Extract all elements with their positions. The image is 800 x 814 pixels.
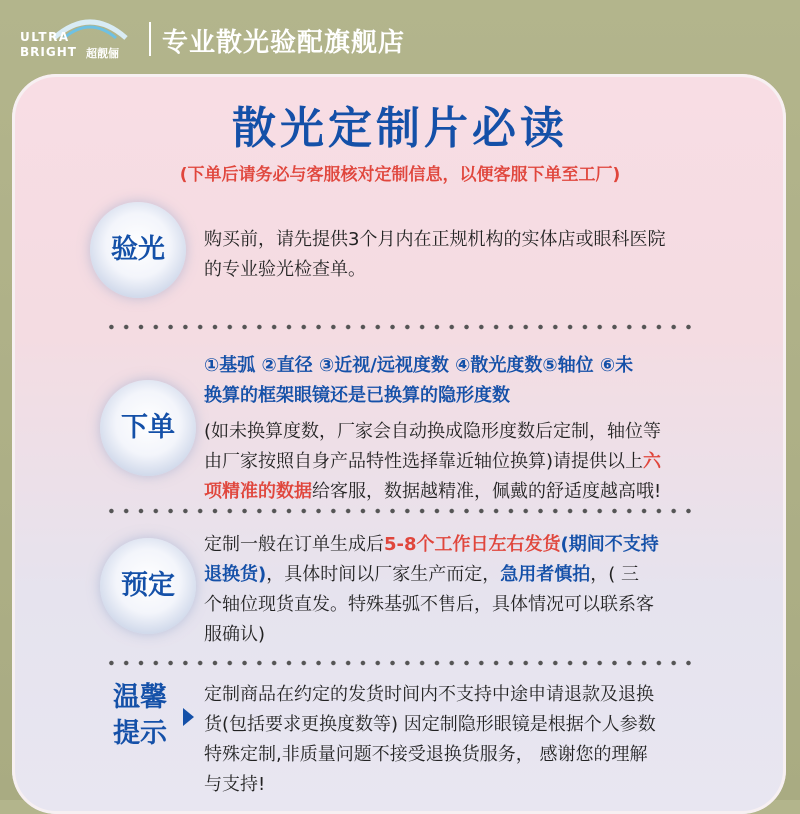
section-label-preorder: 预定 (121, 570, 175, 601)
text-line (204, 447, 744, 477)
text-span: 给客服，数据越精准，佩戴的舒适度越高哦! (312, 481, 662, 502)
dotted-divider (104, 660, 696, 666)
text-line: 货(包括要求更换度数等) 因定制隐形眼镜是根据个人参数 (204, 714, 656, 735)
highlight-text: 项精准的数据 (204, 481, 312, 502)
text-span: ，( 三 (590, 564, 639, 585)
text-line (204, 560, 744, 590)
logo-text-cn: 超靓俪 (86, 47, 119, 60)
highlight-text: (期间不支持 (560, 534, 659, 555)
text-line: ①基弧 ②直径 ③近视/远视度数 ④散光度数⑤轴位 ⑥未 (204, 355, 634, 376)
text-span: 定制一般在订单生成后 (204, 534, 384, 555)
label-line: 提示 (113, 718, 167, 749)
text-line (204, 530, 744, 560)
section-badge-order (100, 380, 196, 476)
triangle-pointer-icon (183, 708, 194, 726)
section-label-order: 下单 (121, 412, 175, 443)
text-line: 定制商品在约定的发货时间内不支持中途申请退款及退换 (204, 684, 654, 705)
section-label-warm-tips (108, 680, 172, 752)
section-text-order (204, 351, 744, 507)
section-text-preorder (204, 530, 744, 650)
highlight-text: 急用者慎拍 (500, 564, 591, 585)
text-span: 由厂家按照自身产品特性选择靠近轴位换算)请提供以上 (204, 451, 644, 472)
brand-logo (20, 14, 148, 62)
text-line (204, 477, 744, 507)
label-line: 温馨 (113, 682, 167, 713)
text-line: 个轴位现货直发。特殊基弧不售后，具体情况可以联系客 (204, 594, 654, 615)
section-badge-preorder (100, 538, 196, 634)
text-line: 特殊定制,非质量问题不接受退换货服务， 感谢您的理解 (204, 744, 648, 765)
dotted-divider (104, 324, 696, 330)
text-line: 换算的框架眼镜还是已换算的隐形度数 (204, 385, 510, 406)
highlight-text: 六 (643, 451, 662, 472)
text-line: 的专业验光检查单。 (204, 259, 366, 280)
text-line: 与支持! (204, 774, 266, 795)
store-name: 专业散光验配旗舰店 (162, 28, 406, 58)
text-line: 服确认) (204, 624, 266, 645)
page-subtitle: (下单后请务必与客服核对定制信息，以便客服下单至工厂) (179, 165, 621, 185)
section-text-optometry (204, 225, 724, 285)
header-divider (149, 22, 151, 56)
text-line: (如未换算度数，厂家会自动换成隐形度数后定制，轴位等 (204, 421, 662, 442)
section-label-optometry: 验光 (111, 234, 165, 265)
highlight-text: 5-8个工作日左右发货 (384, 534, 561, 555)
section-badge-optometry (90, 202, 186, 298)
logo-text-ultra: ULTRA (20, 30, 70, 44)
section-text-warm-tips (204, 680, 744, 800)
header-bar (0, 0, 800, 70)
dotted-divider (104, 508, 696, 514)
text-span: ，具体时间以厂家生产而定， (266, 564, 501, 585)
logo-text-bright: BRIGHT (20, 45, 77, 59)
highlight-text: 退换货) (204, 564, 267, 585)
page-title: 散光定制片必读 (232, 103, 568, 154)
text-line: 购买前，请先提供3个月内在正规机构的实体店或眼科医院 (204, 229, 666, 250)
